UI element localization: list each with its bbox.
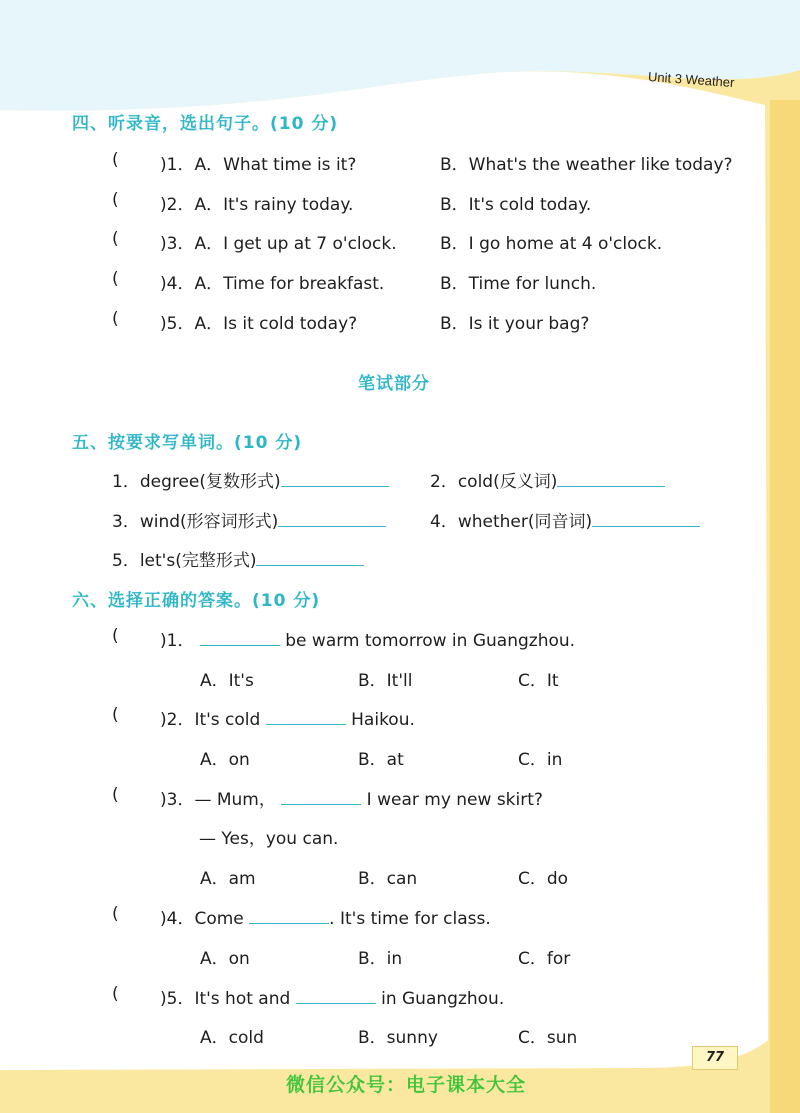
written-part-title: 笔试部分 — [358, 374, 430, 394]
s6-q3-pre: )3．— Mum， — [160, 790, 276, 810]
s5-q2-blank[interactable] — [557, 486, 665, 487]
s5-q3-blank[interactable] — [278, 526, 386, 527]
s6-q4-option-a: A．on — [200, 949, 250, 969]
s4-q2-option-a: )2．A．It's rainy today. — [160, 195, 354, 215]
s6-q2-pre: )2．It's cold — [160, 710, 261, 730]
s4-q3-option-b: B．I go home at 4 o'clock. — [440, 234, 663, 254]
s5-q5 — [112, 546, 364, 571]
s6-q1-option-a: A．It's — [200, 671, 254, 691]
s6-q4-option-c: C．for — [518, 949, 571, 969]
s6-q1-option-c: C．It — [518, 671, 559, 691]
s6-q3-answer-line: — Yes，you can. — [199, 829, 339, 849]
s4-q5-option-b: B．Is it your bag? — [440, 314, 590, 334]
s6-q2-stem — [160, 705, 415, 730]
section-6-title: 六、选择正确的答案。(10 分) — [72, 591, 321, 611]
s5-q1 — [112, 467, 389, 492]
s6-q3-paren: ( — [112, 785, 119, 805]
s5-q3-label: 3．wind(形容词形式) — [112, 512, 279, 532]
s5-q4-blank[interactable] — [592, 526, 700, 527]
s4-q2-option-b: B．It's cold today. — [440, 195, 592, 215]
s6-q3-option-c: C．do — [518, 869, 569, 889]
s5-q1-blank[interactable] — [281, 486, 389, 487]
s6-q2-post: Haikou. — [351, 710, 415, 730]
s6-q1-stem — [160, 626, 575, 651]
s4-q1-paren: ( — [112, 150, 119, 170]
s5-q5-label: 5．let's(完整形式) — [112, 551, 257, 571]
s4-q5-paren: ( — [112, 309, 119, 329]
s6-q4-post: . It's time for class. — [329, 909, 491, 929]
s5-q2 — [430, 467, 665, 492]
s6-q3-option-b: B．can — [358, 869, 418, 889]
s5-q2-label: 2．cold(反义词) — [430, 472, 558, 492]
s6-q1-pre: )1． — [160, 631, 195, 651]
s6-q3-stem — [160, 785, 543, 810]
s6-q1-blank[interactable] — [200, 645, 280, 646]
s4-q3-paren: ( — [112, 229, 119, 249]
s6-q2-paren: ( — [112, 705, 119, 725]
s5-q5-blank[interactable] — [256, 565, 364, 566]
s5-q4-label: 4．whether(同音词) — [430, 512, 593, 532]
s6-q1-paren: ( — [112, 626, 119, 646]
s6-q4-paren: ( — [112, 904, 119, 924]
s6-q5-option-a: A．cold — [200, 1028, 264, 1048]
s6-q4-blank[interactable] — [249, 923, 329, 924]
s6-q2-option-c: C．in — [518, 750, 563, 770]
section-4-title: 四、听录音，选出句子。(10 分) — [72, 114, 339, 134]
s4-q4-paren: ( — [112, 269, 119, 289]
s6-q5-option-b: B．sunny — [358, 1028, 438, 1048]
s6-q5-post: in Guangzhou. — [381, 989, 505, 1009]
s6-q5-option-c: C．sun — [518, 1028, 578, 1048]
unit-header: Unit 3 Weather — [647, 69, 735, 90]
s6-q5-stem — [160, 984, 504, 1009]
s4-q5-option-a: )5．A．Is it cold today? — [160, 314, 358, 334]
s5-q3 — [112, 507, 386, 532]
s5-q1-label: 1．degree(复数形式) — [112, 472, 281, 492]
s4-q4-option-b: B．Time for lunch. — [440, 274, 597, 294]
s4-q1-option-b: B．What's the weather like today? — [440, 155, 733, 175]
s6-q3-blank[interactable] — [281, 804, 361, 805]
s6-q1-option-b: B．It'll — [358, 671, 413, 691]
s6-q4-pre: )4．Come — [160, 909, 244, 929]
s4-q2-paren: ( — [112, 190, 119, 210]
s4-q1-option-a: )1．A．What time is it? — [160, 155, 357, 175]
s4-q4-option-a: )4．A．Time for breakfast. — [160, 274, 385, 294]
s6-q4-stem — [160, 904, 491, 929]
s6-q2-option-b: B．at — [358, 750, 404, 770]
s6-q3-post: I wear my new skirt? — [366, 790, 543, 810]
s6-q4-option-b: B．in — [358, 949, 403, 969]
s6-q5-blank[interactable] — [296, 1003, 376, 1004]
s6-q5-paren: ( — [112, 984, 119, 1004]
s6-q3-option-a: A．am — [200, 869, 256, 889]
page-number: 77 — [692, 1046, 738, 1070]
s6-q1-post: be warm tomorrow in Guangzhou. — [285, 631, 576, 651]
footer-watermark: 微信公众号：电子课本大全 — [286, 1074, 527, 1096]
s6-q5-pre: )5．It's hot and — [160, 989, 291, 1009]
section-5-title: 五、按要求写单词。(10 分) — [72, 433, 303, 453]
s6-q2-blank[interactable] — [266, 724, 346, 725]
s4-q3-option-a: )3．A．I get up at 7 o'clock. — [160, 234, 397, 254]
s6-q2-option-a: A．on — [200, 750, 250, 770]
s5-q4 — [430, 507, 700, 532]
